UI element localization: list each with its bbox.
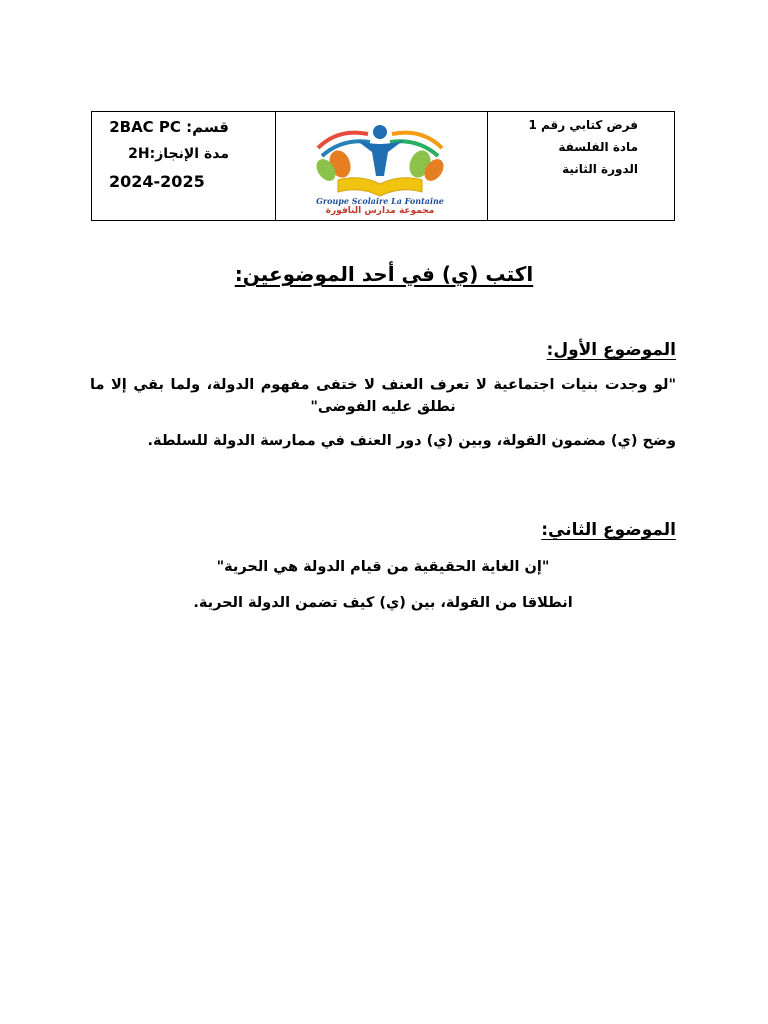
duration-label: مدة الإنجاز:2H bbox=[128, 146, 229, 162]
logo-graphic bbox=[298, 118, 462, 198]
logo-latin-text: Groupe Scolaire La Fontaine bbox=[316, 196, 444, 206]
exam-label: فرض كتابي رقم 1 bbox=[528, 118, 638, 132]
subject2-task: انطلاقا من القولة، بين (ي) كيف تضمن الدولة الحرية. bbox=[193, 595, 573, 611]
term-label: الدورة الثانية bbox=[562, 162, 638, 176]
header-left-cell bbox=[92, 112, 276, 220]
subject1-title: الموضوع الأول: bbox=[546, 340, 676, 360]
school-year: 2024-2025 bbox=[109, 172, 205, 191]
department-label: قسم: 2BAC PC bbox=[109, 118, 229, 136]
subject-label: مادة الفلسفة bbox=[558, 140, 638, 154]
main-title bbox=[40, 262, 728, 286]
header-right-cell bbox=[488, 112, 674, 220]
school-logo bbox=[298, 118, 462, 216]
subject2-quote: "إن الغاية الحقيقية من قيام الدولة هي الحرية" bbox=[216, 559, 550, 575]
subject2-title: الموضوع الثاني: bbox=[541, 520, 676, 540]
subject1-task: وضح (ي) مضمون القولة، وبين (ي) دور العنف في ممارسة الدولة للسلطة. bbox=[147, 433, 676, 449]
header-logo-cell bbox=[276, 112, 488, 220]
logo-arabic-text: مجموعة مدارس النافورة bbox=[325, 206, 435, 216]
header-table bbox=[91, 111, 675, 221]
main-title-text: اكتب (ي) في أحد الموضوعين: bbox=[234, 262, 534, 286]
subject1-quote: "لو وجدت بنيات اجتماعية لا تعرف العنف لا ختفى مفهوم الدولة، ولما بقي إلا ما نطلق عليه الفوضى" bbox=[90, 377, 676, 415]
